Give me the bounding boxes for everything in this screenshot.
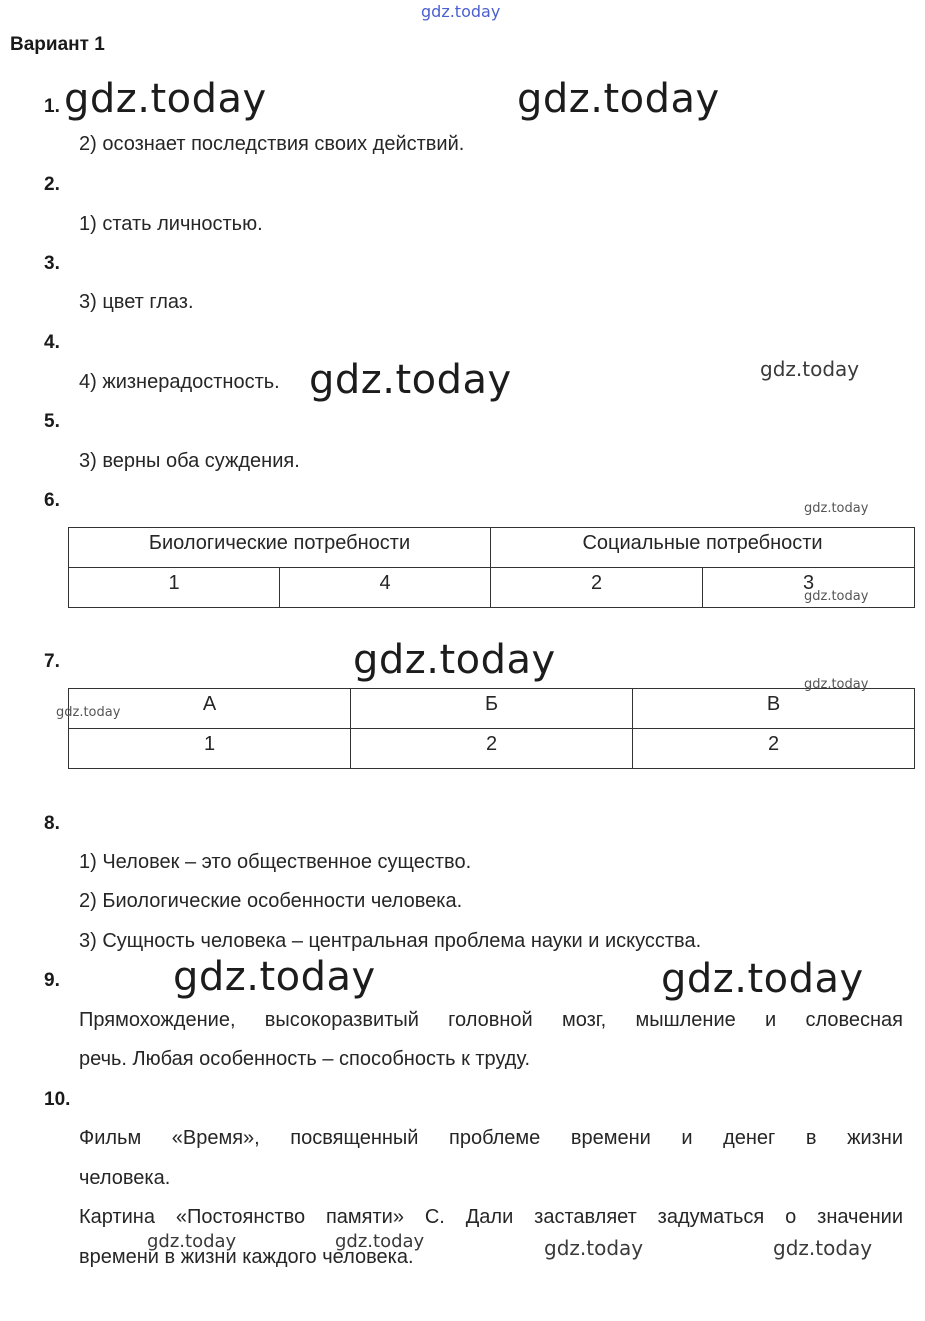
table-header-social: Социальные потребности [491,528,915,568]
question-8-answer-3: 3) Сущность человека – центральная проблема науки и искусства. [79,930,702,952]
watermark-small: gdz.today [804,589,869,604]
question-8-answer-1: 1) Человек – это общественное существо. [79,851,472,873]
table-cell: 4 [280,568,491,608]
table-cell: 2 [633,729,915,769]
watermark-small: gdz.today [56,705,121,720]
watermark-large: gdz.today [64,76,267,122]
watermark-medium: gdz.today [147,1231,237,1252]
watermark-medium: gdz.today [335,1231,425,1252]
table-cell: 3 [703,568,915,608]
watermark-small: gdz.today [804,677,869,692]
watermark-medium: gdz.today [773,1236,873,1260]
watermark-medium: gdz.today [544,1236,644,1260]
question-4-number: 4. [44,332,60,353]
question-1-number: 1. [44,96,60,117]
top-watermark: gdz.today [421,2,501,21]
table-cell: 2 [351,729,633,769]
table-row [69,729,915,769]
watermark-large: gdz.today [661,956,864,1002]
matching-table [68,688,915,769]
question-1-answer: 2) осознает последствия своих действий. [79,133,465,155]
needs-table [68,527,915,608]
table-header-cell: Б [351,689,633,729]
question-8-answer-2: 2) Биологические особенности человека. [79,890,463,912]
table-header-biological: Биологические потребности [69,528,491,568]
table-cell: 2 [491,568,703,608]
table-header-cell: В [633,689,915,729]
question-10-line-4: времени в жизни каждого человека. [79,1246,414,1268]
watermark-large: gdz.today [353,637,556,683]
question-2-number: 2. [44,174,60,195]
question-10-number: 10. [44,1089,71,1110]
question-3-answer: 3) цвет глаз. [79,291,194,313]
watermark-small: gdz.today [804,501,869,516]
question-3-number: 3. [44,253,60,274]
question-5-number: 5. [44,411,60,432]
question-9-line-2: речь. Любая особенность – способность к труду. [79,1048,531,1070]
question-9-line-1: Прямохождение, высокоразвитый головной мозг, мышление и словесная [79,1009,903,1031]
watermark-large: gdz.today [173,954,376,1000]
question-7-number: 7. [44,651,60,672]
question-10-line-2: человека. [79,1167,171,1189]
question-9-number: 9. [44,970,60,991]
table-row [69,568,915,608]
question-10-line-1: Фильм «Время», посвященный проблеме времени и денег в жизни [79,1127,903,1149]
table-header-cell: А [69,689,351,729]
table-header-row [69,528,915,568]
table-cell: 1 [69,729,351,769]
page-title: Вариант 1 [10,34,105,55]
question-5-answer: 3) верны оба суждения. [79,450,300,472]
question-4-answer: 4) жизнерадостность. [79,371,280,393]
table-header-row [69,689,915,729]
question-10-line-3: Картина «Постоянство памяти» С. Дали заставляет задуматься о значении [79,1206,903,1228]
watermark-large: gdz.today [309,357,512,403]
table-cell: 1 [69,568,280,608]
question-8-number: 8. [44,813,60,834]
question-6-number: 6. [44,490,60,511]
watermark-medium: gdz.today [760,357,860,381]
question-2-answer: 1) стать личностью. [79,213,263,235]
watermark-large: gdz.today [517,76,720,122]
